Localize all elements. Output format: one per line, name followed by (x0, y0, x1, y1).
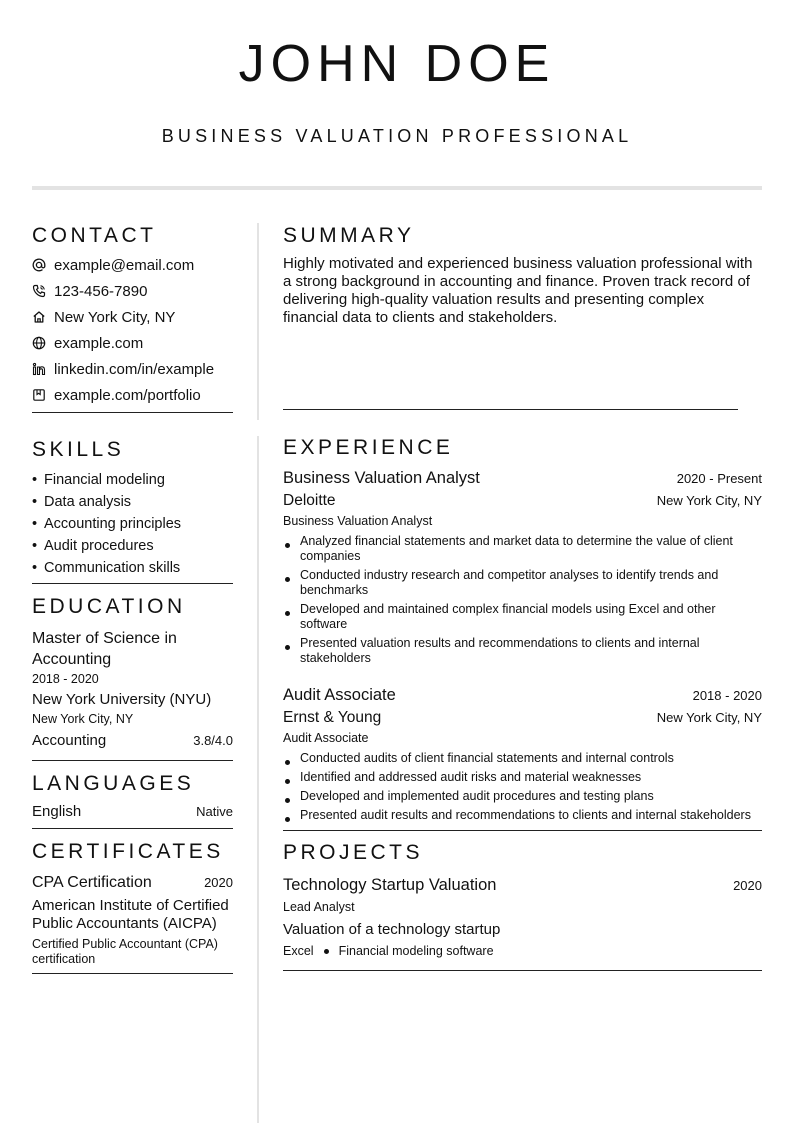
bullet-text: Analyzed financial statements and market data to determine the value of client companies (300, 534, 733, 563)
language-name: English (32, 803, 82, 820)
left-column (32, 223, 233, 974)
project-year: 2020 (733, 878, 762, 893)
bullet-text: Developed and maintained complex financial models using Excel and other software (300, 602, 716, 631)
certificates-heading: CERTIFICATES (32, 840, 224, 863)
job-subtitle: Business Valuation Analyst (283, 514, 433, 528)
list-item (283, 534, 762, 564)
summary-divider (283, 409, 738, 410)
job-dates: 2018 - 2020 (692, 688, 762, 703)
bullet-text: Conducted audits of client financial statements and internal controls (300, 751, 674, 765)
projects-section (283, 840, 762, 971)
at-icon (32, 258, 46, 272)
contact-portfolio[interactable] (32, 382, 233, 408)
list-item: • Data analysis (32, 491, 233, 513)
project-tool: Excel (283, 944, 314, 958)
column-divider-bottom (257, 436, 259, 1123)
contact-website-text: example.com (54, 334, 144, 352)
education-dates: 2018 - 2020 (32, 672, 99, 686)
list-item: • Financial modeling (32, 469, 233, 491)
experience-divider (283, 830, 762, 831)
job-subtitle: Audit Associate (283, 731, 369, 745)
language-row (32, 802, 233, 822)
bullet-text: Identified and addressed audit risks and material weaknesses (300, 770, 642, 784)
education-section (32, 594, 233, 761)
bullet-text: Presented valuation results and recommendations to clients and internal stakeholders (300, 636, 700, 665)
list-item (283, 808, 762, 823)
gpa: 3.8/4.0 (193, 733, 233, 748)
list-item (283, 636, 762, 666)
skill-text: Financial modeling (44, 472, 165, 488)
bullet-text: Presented audit results and recommendations to clients and internal stakeholders (300, 808, 751, 822)
skill-text: Accounting principles (44, 516, 182, 532)
contact-email-text: example@email.com (54, 256, 195, 274)
contact-location-text: New York City, NY (54, 308, 176, 326)
school-name: New York University (NYU) (32, 691, 212, 708)
right-column (283, 223, 762, 971)
projects-heading: PROJECTS (283, 841, 424, 864)
contact-phone[interactable] (32, 278, 233, 304)
phone-icon (32, 284, 46, 298)
list-item: • Audit procedures (32, 535, 233, 557)
project-description: Valuation of a technology startup (283, 921, 501, 938)
contact-linkedin[interactable] (32, 356, 233, 382)
skill-text: Data analysis (44, 494, 132, 510)
project-role: Lead Analyst (283, 900, 355, 914)
list-item (283, 751, 762, 766)
bullet-text: Developed and implemented audit procedures and testing plans (300, 789, 654, 803)
globe-icon (32, 336, 46, 350)
job-entry (283, 467, 762, 666)
education-heading: EDUCATION (32, 595, 186, 618)
certificate-issuer: American Institute of Certified Public Accountants (AICPA) (32, 897, 229, 932)
certificate-name: CPA Certification (32, 874, 152, 891)
portfolio-icon (32, 388, 46, 402)
job-location: New York City, NY (656, 493, 762, 508)
job-dates: 2020 - Present (676, 471, 762, 486)
experience-heading: EXPERIENCE (283, 436, 454, 459)
contact-section (32, 223, 233, 413)
job-entry (283, 684, 762, 823)
home-icon (32, 310, 46, 324)
contact-email[interactable] (32, 252, 233, 278)
project-name: Technology Startup Valuation (283, 876, 497, 894)
school-location: New York City, NY (32, 712, 134, 726)
job-role: Business Valuation Analyst (283, 469, 480, 487)
project-tools (283, 943, 762, 960)
list-item: • Accounting principles (32, 513, 233, 535)
degree: Master of Science in Accounting (32, 630, 177, 668)
list-item (283, 568, 762, 598)
job-company: Deloitte (283, 492, 336, 509)
project-tool: Financial modeling software (338, 944, 494, 958)
list-item (283, 770, 762, 785)
job-title: BUSINESS VALUATION PROFESSIONAL (161, 126, 633, 146)
skill-text: Communication skills (44, 560, 181, 576)
job-location: New York City, NY (656, 710, 762, 725)
list-item (283, 602, 762, 632)
bullet-text: Conducted industry research and competitor analyses to identify trends and benchmarks (300, 568, 719, 597)
list-item: • Communication skills (32, 557, 233, 579)
job-role: Audit Associate (283, 686, 396, 704)
experience-section (283, 435, 762, 831)
skills-section (32, 437, 233, 584)
summary-section (283, 223, 762, 410)
summary-heading: SUMMARY (283, 224, 415, 247)
skill-text: Audit procedures (44, 538, 154, 554)
summary-text: Highly motivated and experienced business valuation professional with a strong background in accounting and finance. Proven track record of delivering high-quality valuation results and presenting complex financial data to clients and stakeholders. (283, 255, 753, 326)
column-divider-top (257, 223, 259, 420)
contact-heading: CONTACT (32, 224, 157, 247)
languages-heading: LANGUAGES (32, 772, 195, 795)
contact-linkedin-text: linkedin.com/in/example (54, 360, 215, 378)
languages-section (32, 771, 233, 829)
contact-website[interactable] (32, 330, 233, 356)
certificate-year: 2020 (204, 875, 233, 890)
contact-phone-text: 123-456-7890 (54, 282, 148, 300)
contact-portfolio-text: example.com/portfolio (54, 386, 201, 404)
candidate-name: JOHN DOE (238, 35, 556, 93)
language-level: Native (196, 804, 233, 819)
contact-location (32, 304, 233, 330)
linkedin-icon (32, 362, 46, 376)
skills-heading: SKILLS (32, 438, 125, 461)
list-item (283, 789, 762, 804)
job-company: Ernst & Young (283, 709, 382, 726)
certificates-section (32, 839, 233, 974)
certificate-description: Certified Public Accountant (CPA) certification (32, 937, 218, 966)
tool-separator (324, 949, 329, 954)
field-of-study: Accounting (32, 732, 107, 749)
header-divider (32, 186, 762, 190)
